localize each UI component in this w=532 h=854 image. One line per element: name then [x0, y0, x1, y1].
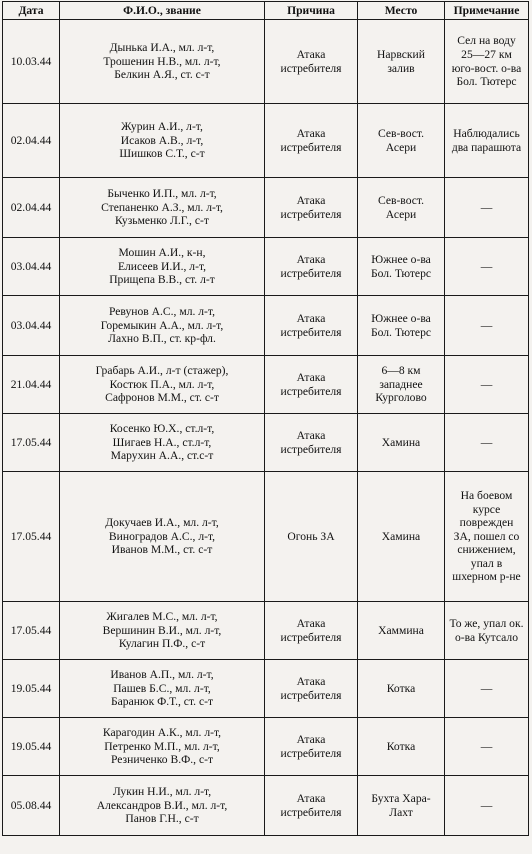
cell-names-line: Трошенин Н.В., мл. л-т,: [103, 54, 221, 68]
cell-note-line: —: [480, 739, 493, 753]
cell-names: [60, 20, 265, 104]
cell-place-line: Асери: [385, 140, 417, 154]
cell-note-line: снижением,: [457, 543, 516, 557]
cell-reason-line: истребителя: [280, 630, 342, 644]
table-row: [3, 104, 529, 178]
cell-names-line: Вершинин В.И., мл. л-т,: [102, 623, 222, 637]
cell-names-line: Косенко Ю.Х., ст.л-т,: [109, 422, 215, 436]
cell-reason-line: Атака: [296, 370, 326, 384]
cell-date: [3, 20, 60, 104]
cell-names: [60, 660, 265, 718]
cell-date: [3, 718, 60, 776]
cell-date: [3, 178, 60, 238]
cell-reason: [265, 238, 358, 296]
cell-names-line: Журин А.И., л-т,: [121, 120, 203, 134]
cell-names: [60, 104, 265, 178]
cell-names-line: Прищепа В.В., ст. л-т: [109, 273, 215, 287]
cell-names-line: Панов Г.Н., с-т: [125, 812, 199, 826]
table-row: [3, 472, 529, 602]
cell-note-line: Бол. Тютерс: [456, 75, 517, 89]
cell-place-line: Сев-вост.: [377, 193, 425, 207]
cell-names-line: Резниченко В.Ф., с-т: [110, 753, 214, 767]
cell-names: [60, 776, 265, 836]
cell-names: [60, 356, 265, 414]
cell-names-line: Карагодин А.К., мл. л-т,: [102, 726, 222, 740]
cell-note-line: —: [480, 377, 493, 391]
cell-names-line: Марухин А.А., ст.с-т: [110, 449, 214, 463]
cell-note-line: ЗА, пошел со: [453, 529, 520, 543]
cell-reason-line: Атака: [296, 193, 326, 207]
cell-note-line: Наблюдались: [453, 126, 520, 140]
cell-reason: [265, 660, 358, 718]
cell-reason-line: истребителя: [280, 688, 342, 702]
cell-names: [60, 414, 265, 472]
cell-reason: [265, 414, 358, 472]
cell-names-line: Быченко И.П., мл. л-т,: [107, 187, 217, 201]
cell-note: [445, 414, 529, 472]
cell-note-line: На боевом: [460, 488, 513, 502]
cell-note-line: —: [480, 318, 493, 332]
cell-note-line: упал в: [470, 556, 503, 570]
cell-place-line: Нарвский: [377, 47, 425, 61]
cell-reason-line: Атака: [296, 311, 326, 325]
cell-note: [445, 660, 529, 718]
cell-reason-line: Атака: [296, 47, 326, 61]
cell-reason-line: Атака: [296, 616, 326, 630]
cell-names: [60, 178, 265, 238]
cell-names-line: Шишков С.Т., с-т: [119, 147, 205, 161]
cell-place: [358, 718, 445, 776]
cell-reason: [265, 296, 358, 356]
cell-date: [3, 776, 60, 836]
cell-note-line: два парашюта: [451, 140, 522, 154]
cell-names-line: Елисеев И.И., л-т,: [117, 259, 207, 273]
cell-date-line: 05.08.44: [10, 798, 52, 812]
cell-place-line: Лахт: [389, 805, 413, 819]
cell-reason-line: Огонь ЗА: [287, 529, 335, 543]
cell-names-line: Кулагин П.Ф., с-т: [118, 637, 206, 651]
cell-reason-line: Атака: [296, 674, 326, 688]
table-row: [3, 718, 529, 776]
header-reason: Причина: [265, 2, 358, 20]
cell-date-line: 17.05.44: [10, 529, 52, 543]
cell-names-line: Баранюк Ф.Т., ст. с-т: [110, 695, 214, 709]
cell-place: [358, 20, 445, 104]
cell-note-line: юго-вост. о-ва: [451, 61, 522, 75]
cell-date: [3, 296, 60, 356]
cell-note: [445, 104, 529, 178]
cell-note: [445, 472, 529, 602]
cell-date: [3, 602, 60, 660]
cell-names-line: Шигаев Н.А., ст.л-т,: [112, 435, 212, 449]
cell-date-line: 03.04.44: [10, 318, 52, 332]
cell-place-line: Бол. Тютерс: [370, 325, 432, 339]
cell-note-line: Сел на воду: [457, 34, 516, 48]
table-row: [3, 414, 529, 472]
cell-note: [445, 296, 529, 356]
table-row: [3, 238, 529, 296]
cell-place-line: западнее: [379, 377, 423, 391]
cell-names-line: Исаков А.В., л-т,: [120, 133, 204, 147]
cell-date-line: 17.05.44: [10, 623, 52, 637]
cell-names: [60, 238, 265, 296]
cell-names-line: Лукин Н.И., мл. л-т,: [112, 785, 212, 799]
cell-reason-line: истребителя: [280, 140, 342, 154]
losses-table: [2, 1, 529, 836]
cell-note-line: —: [480, 259, 493, 273]
cell-names-line: Иванов А.П., мл. л-т,: [110, 668, 214, 682]
cell-names-line: Мошин А.И., к-н,: [118, 246, 206, 260]
header-place: Место: [358, 2, 445, 20]
cell-reason: [265, 20, 358, 104]
cell-names-line: Иванов М.М., ст. с-т: [111, 543, 213, 557]
cell-note: [445, 356, 529, 414]
cell-date-line: 19.05.44: [10, 739, 52, 753]
cell-note: [445, 776, 529, 836]
cell-place: [358, 414, 445, 472]
cell-names-line: Белкин А.Я., ст. с-т: [114, 68, 210, 82]
cell-reason: [265, 718, 358, 776]
table-body: [3, 20, 529, 836]
cell-date-line: 17.05.44: [10, 435, 52, 449]
cell-date-line: 10.03.44: [10, 54, 52, 68]
cell-note-line: То же, упал ок.: [449, 616, 524, 630]
cell-names-line: Докучаев И.А., мл. л-т,: [105, 516, 219, 530]
cell-date: [3, 472, 60, 602]
header-row: [3, 2, 529, 20]
cell-place: [358, 178, 445, 238]
cell-reason-line: Атака: [296, 732, 326, 746]
cell-date-line: 19.05.44: [10, 681, 52, 695]
cell-place-line: Сев-вост.: [377, 126, 425, 140]
cell-note-line: курсе: [472, 502, 501, 516]
cell-reason-line: истребителя: [280, 325, 342, 339]
table-row: [3, 20, 529, 104]
cell-note-line: шхерном р-не: [452, 570, 521, 584]
cell-place: [358, 776, 445, 836]
cell-note-line: —: [480, 798, 493, 812]
cell-place: [358, 104, 445, 178]
cell-names-line: Петренко М.П., мл. л-т,: [104, 739, 220, 753]
cell-date: [3, 356, 60, 414]
cell-place: [358, 356, 445, 414]
cell-note-line: —: [480, 681, 493, 695]
cell-names-line: Костюк П.А., мл. л-т,: [109, 377, 215, 391]
table-row: [3, 776, 529, 836]
cell-reason: [265, 602, 358, 660]
cell-names-line: Ревунов А.С., мл. л-т,: [108, 305, 216, 319]
cell-place: [358, 238, 445, 296]
cell-note: [445, 238, 529, 296]
cell-reason: [265, 178, 358, 238]
cell-names-line: Сафронов М.М., ст. с-т: [105, 391, 219, 405]
cell-names-line: Пашев Б.С., мл. л-т,: [113, 681, 211, 695]
cell-place-line: 6—8 км: [381, 364, 421, 378]
cell-reason-line: истребителя: [280, 442, 342, 456]
cell-date-line: 03.04.44: [10, 259, 52, 273]
cell-place-line: Хамина: [381, 435, 421, 449]
cell-reason: [265, 472, 358, 602]
cell-note-line: —: [480, 435, 493, 449]
cell-note-line: 25—27 км: [461, 47, 512, 61]
cell-note: [445, 178, 529, 238]
cell-names-line: Кузьменко Л.Г., с-т: [115, 214, 209, 228]
cell-place: [358, 660, 445, 718]
cell-reason-line: истребителя: [280, 384, 342, 398]
cell-place-line: Бухта Хара-: [371, 791, 431, 805]
cell-place-line: Хамина: [381, 529, 421, 543]
cell-reason-line: Атака: [296, 252, 326, 266]
cell-names-line: Дынька И.А., мл. л-т,: [109, 41, 215, 55]
cell-note-line: —: [480, 200, 493, 214]
cell-names-line: Грабарь А.И., л-т (стажер),: [95, 364, 229, 378]
cell-names: [60, 296, 265, 356]
header-date: Дата: [3, 2, 60, 20]
cell-reason-line: истребителя: [280, 266, 342, 280]
cell-note-line: о-ва Кутсало: [454, 630, 518, 644]
cell-names: [60, 718, 265, 776]
cell-place: [358, 296, 445, 356]
cell-reason-line: истребителя: [280, 61, 342, 75]
cell-reason-line: Атака: [296, 126, 326, 140]
cell-place: [358, 602, 445, 660]
cell-reason-line: истребителя: [280, 805, 342, 819]
cell-reason: [265, 776, 358, 836]
cell-date: [3, 414, 60, 472]
cell-date: [3, 238, 60, 296]
table-row: [3, 178, 529, 238]
cell-names-line: Лахно В.П., ст. кр-фл.: [108, 332, 216, 346]
cell-names-line: Жигалев М.С., мл. л-т,: [106, 610, 218, 624]
cell-note: [445, 602, 529, 660]
cell-reason-line: Атака: [296, 428, 326, 442]
cell-names-line: Горемыкин А.А., мл. л-т,: [100, 318, 224, 332]
cell-reason-line: истребителя: [280, 746, 342, 760]
cell-names-line: Виноградов А.С., л-т,: [108, 529, 216, 543]
cell-date-line: 02.04.44: [10, 200, 52, 214]
cell-reason-line: Атака: [296, 791, 326, 805]
cell-place-line: Южнее о-ва: [371, 311, 431, 325]
cell-note-line: поврежден: [459, 516, 514, 530]
cell-place-line: Южнее о-ва: [371, 252, 431, 266]
cell-place-line: Бол. Тютерс: [370, 266, 432, 280]
cell-names: [60, 472, 265, 602]
cell-place-line: залив: [387, 61, 415, 75]
cell-date: [3, 660, 60, 718]
cell-date: [3, 104, 60, 178]
cell-date-line: 02.04.44: [10, 133, 52, 147]
cell-place: [358, 472, 445, 602]
cell-note: [445, 20, 529, 104]
cell-reason-line: истребителя: [280, 207, 342, 221]
header-note: Примечание: [445, 2, 529, 20]
table-row: [3, 602, 529, 660]
cell-names-line: Александров В.И., мл. л-т,: [96, 798, 228, 812]
cell-place-line: Котка: [386, 681, 416, 695]
table-row: [3, 296, 529, 356]
header-name: Ф.И.О., звание: [60, 2, 265, 20]
cell-place-line: Котка: [386, 739, 416, 753]
table-row: [3, 660, 529, 718]
cell-date-line: 21.04.44: [10, 377, 52, 391]
cell-place-line: Курголово: [375, 391, 427, 405]
cell-place-line: Хаммина: [378, 623, 424, 637]
table-row: [3, 356, 529, 414]
cell-place-line: Асери: [385, 207, 417, 221]
cell-note: [445, 718, 529, 776]
cell-reason: [265, 356, 358, 414]
cell-reason: [265, 104, 358, 178]
cell-names-line: Степаненко А.З., мл. л-т,: [101, 200, 223, 214]
cell-names: [60, 602, 265, 660]
